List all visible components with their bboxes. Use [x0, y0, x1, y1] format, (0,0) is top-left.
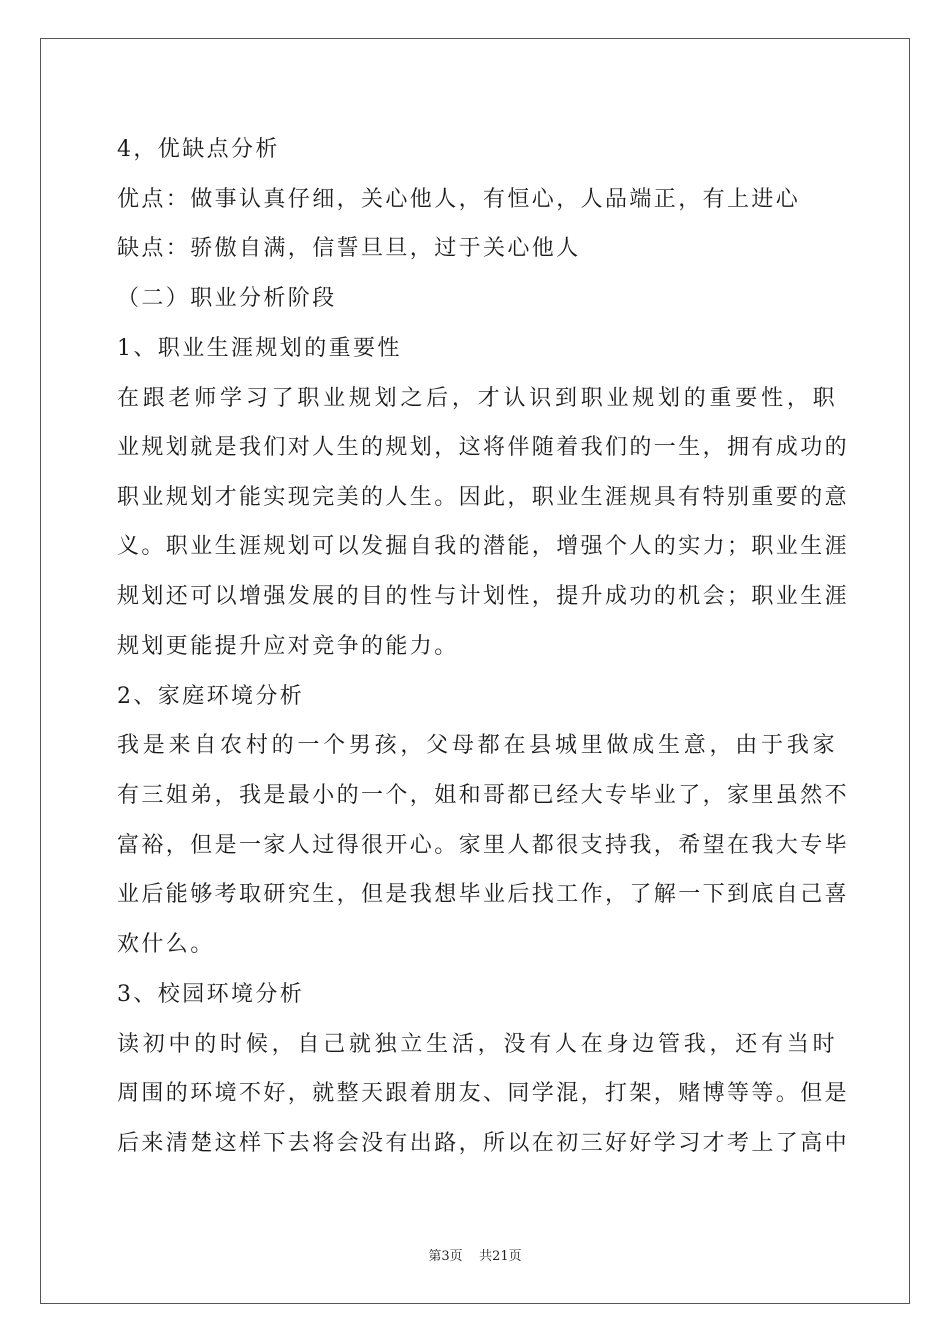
paragraph-line: 欢什么。 [117, 932, 215, 957]
heading-career-planning-importance: 1、职业生涯规划的重要性 [117, 336, 402, 361]
paragraph-line: 义。职业生涯规划可以发掘自我的潜能，增强个人的实力；职业生涯 [117, 534, 850, 559]
paragraph-line: 在跟老师学习了职业规划之后，才认识到职业规划的重要性，职 [117, 386, 837, 411]
heading-family-environment: 2、家庭环境分析 [117, 684, 305, 709]
paragraph-line: 富裕，但是一家人过得很开心。家里人都很支持我，希望在我大专毕 [117, 833, 850, 858]
strengths-line: 优点：做事认真仔细，关心他人，有恒心，人品端正，有上进心 [117, 187, 801, 212]
paragraph-line: 业规划就是我们对人生的规划，这将伴随着我们的一生，拥有成功的 [117, 435, 850, 460]
heading-strengths-weaknesses: 4，优缺点分析 [117, 137, 280, 162]
page-border [40, 38, 910, 1304]
page-number-footer: 第3页 共21页 [428, 1249, 522, 1264]
paragraph-line: 职业规划才能实现完美的人生。因此，职业生涯规具有特别重要的意 [117, 485, 850, 510]
paragraph-line: 规划还可以增强发展的目的性与计划性，提升成功的机会；职业生涯 [117, 584, 850, 609]
paragraph-line: 读初中的时候，自己就独立生活，没有人在身边管我，还有当时 [117, 1032, 837, 1057]
paragraph-line: 有三姐弟，我是最小的一个，姐和哥都已经大专毕业了，家里虽然不 [117, 783, 850, 808]
heading-campus-environment: 3、校园环境分析 [117, 982, 305, 1007]
paragraph-line: 规划更能提升应对竞争的能力。 [117, 634, 459, 659]
paragraph-line: 业后能够考取研究生，但是我想毕业后找工作，了解一下到底自己喜 [117, 882, 850, 907]
weaknesses-line: 缺点：骄傲自满，信誓旦旦，过于关心他人 [117, 236, 581, 261]
section-heading-career-analysis: （二）职业分析阶段 [117, 286, 337, 311]
paragraph-line: 后来清楚这样下去将会没有出路，所以在初三好好学习才考上了高中 [117, 1131, 850, 1156]
paragraph-line: 我是来自农村的一个男孩，父母都在县城里做成生意，由于我家 [117, 733, 837, 758]
paragraph-line: 周围的环境不好，就整天跟着朋友、同学混，打架，赌博等等。但是 [117, 1081, 850, 1106]
